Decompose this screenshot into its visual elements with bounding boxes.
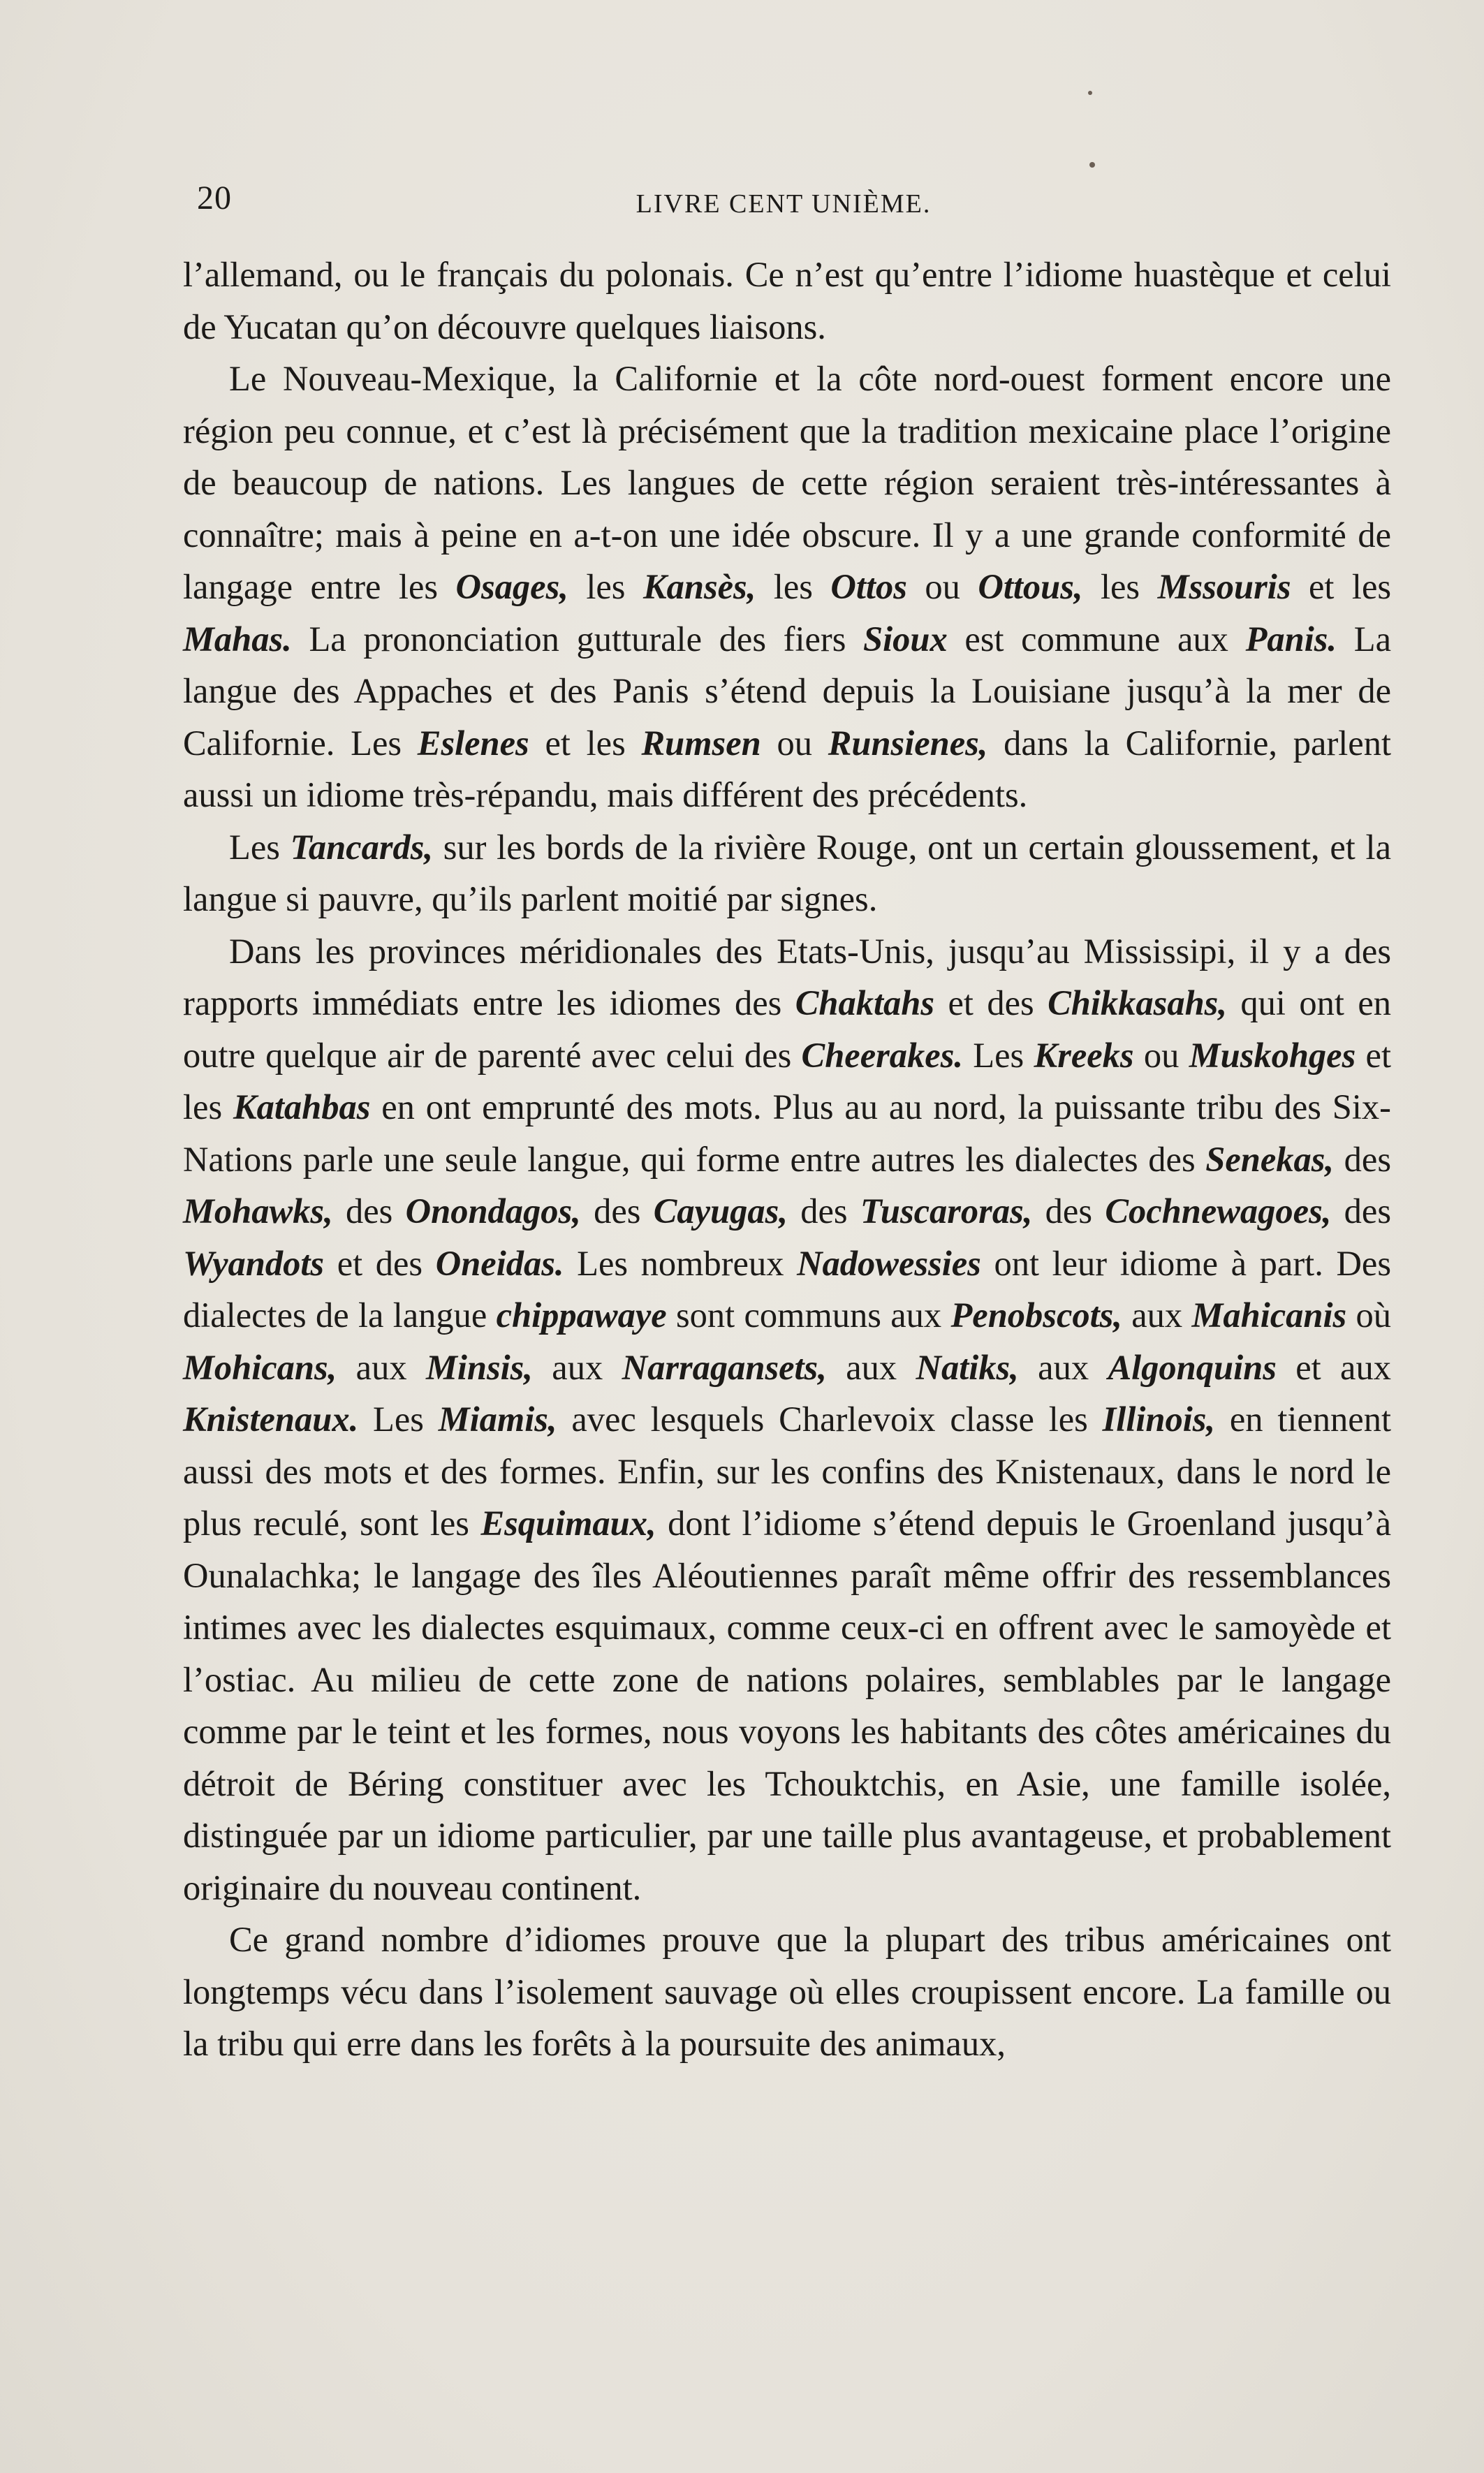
italic-name: Senekas, xyxy=(1205,1139,1335,1179)
italic-name: Osages, xyxy=(455,567,568,606)
italic-name: Penobscots, xyxy=(950,1296,1122,1335)
text-run: sont communs aux xyxy=(666,1296,951,1335)
text-run: aux xyxy=(1018,1347,1108,1387)
text-run: et les xyxy=(1291,567,1392,606)
page-number: 20 xyxy=(197,179,232,217)
text-run: des xyxy=(1334,1139,1391,1179)
text-run: Ce grand nombre d’idiomes prouve que la plupart des tribus américaines ont longtemps vécu dans l’isolement sauvage où elles croupissent encore. La famille ou la tribu qui erre dans les forêts à la poursuite des animaux, xyxy=(183,1920,1391,2063)
text-run: et des xyxy=(934,983,1048,1022)
text-run: les xyxy=(568,567,643,606)
text-run: les xyxy=(756,567,831,606)
text-run: et aux xyxy=(1276,1347,1391,1387)
text-run: où xyxy=(1346,1296,1392,1335)
paragraph xyxy=(183,353,1391,821)
italic-name: Cayugas, xyxy=(653,1191,788,1231)
italic-name: Mssouris xyxy=(1157,567,1291,606)
italic-name: Cheerakes. xyxy=(801,1035,963,1075)
italic-name: Nadowessies xyxy=(797,1243,981,1283)
italic-name: Onondagos, xyxy=(405,1191,581,1231)
italic-name: Rumsen xyxy=(641,723,761,763)
italic-name: Runsienes, xyxy=(828,723,988,763)
italic-name: Illinois, xyxy=(1102,1400,1216,1439)
italic-name: Mahicanis xyxy=(1191,1296,1347,1335)
italic-name: Kansès, xyxy=(642,567,756,606)
italic-name: Esquimaux, xyxy=(480,1504,656,1543)
italic-name: Muskohges xyxy=(1189,1035,1356,1075)
text-run: dont l’idiome s’étend depuis le Groenland jusqu’à Ounalachka; le langage des îles Aléoutiennes paraît même offrir des ressemblances intimes avec les dialectes esquimaux, comme ceux-ci en offrent avec le samoyède et l’ostiac. Au milieu de cette zone de nations polaires, semblables par le langage comme par le teint et les formes, nous voyons les habitants des côtes américaines du détroit de Béring constituer avec les Tchouktchis, en Asie, une famille isolée, distinguée par un idiome particulier, par une taille plus avantageuse, et probablement originaire du nouveau continent. xyxy=(183,1504,1391,1907)
ink-speck xyxy=(1089,162,1095,168)
text-run: avec lesquels Charlevoix classe les xyxy=(557,1400,1103,1439)
text-run: des xyxy=(787,1191,860,1231)
paragraph xyxy=(183,821,1391,925)
italic-name: Mohawks, xyxy=(183,1191,333,1231)
italic-name: Mahas. xyxy=(183,619,292,659)
italic-name: Mohicans, xyxy=(183,1347,337,1387)
ink-speck xyxy=(1088,91,1092,95)
text-run: La prononciation gutturale des fiers xyxy=(291,619,864,659)
italic-name: Oneidas. xyxy=(435,1243,564,1283)
page-header xyxy=(183,179,1384,221)
italic-name: chippawaye xyxy=(496,1296,667,1335)
text-run: et les xyxy=(529,723,642,763)
text-run: l’allemand, ou le français du polonais. Ce n’est qu’entre l’idiome huastèque et celui de Yucatan qu’on découvre quelques liaisons. xyxy=(183,255,1391,346)
text-run: ou xyxy=(1133,1035,1189,1075)
italic-name: Narragansets, xyxy=(622,1347,827,1387)
running-head: LIVRE CENT UNIÈME. xyxy=(636,189,932,219)
text-run: les xyxy=(1082,567,1158,606)
body-text xyxy=(183,249,1391,2070)
italic-name: Minsis, xyxy=(425,1347,533,1387)
italic-name: Tuscaroras, xyxy=(860,1191,1033,1231)
text-run: aux xyxy=(1122,1296,1192,1335)
italic-name: Chaktahs xyxy=(795,983,935,1022)
italic-name: Chikkasahs, xyxy=(1048,983,1227,1022)
text-run: Les nombreux xyxy=(564,1243,798,1283)
text-run: qui ont en outre quelque air de parenté avec celui des xyxy=(183,983,1391,1075)
italic-name: Natiks, xyxy=(916,1347,1019,1387)
paragraph xyxy=(183,249,1391,353)
text-run: ou xyxy=(906,567,978,606)
text-run: aux xyxy=(337,1347,426,1387)
text-run: et des xyxy=(324,1243,436,1283)
italic-name: Wyandots xyxy=(183,1243,325,1283)
text-run: en tiennent aussi des mots et des formes. Enfin, sur les confins des Knistenaux, dans le nord le plus reculé, sont les xyxy=(183,1400,1392,1543)
italic-name: Ottos xyxy=(830,567,907,606)
text-run: aux xyxy=(826,1347,916,1387)
text-run: en ont emprunté des mots. Plus au au nord, la puissante tribu des Six-Nations parle une seule langue, qui forme entre autres les dialectes des xyxy=(183,1087,1391,1179)
text-run: des xyxy=(332,1191,406,1231)
text-run: des xyxy=(1331,1191,1391,1231)
paragraph xyxy=(183,1914,1391,2070)
text-run: des xyxy=(580,1191,654,1231)
text-run: Les xyxy=(229,827,291,867)
paragraph xyxy=(183,925,1391,1914)
italic-name: Knistenaux. xyxy=(183,1400,359,1439)
italic-name: Panis. xyxy=(1245,619,1337,659)
italic-name: Sioux xyxy=(863,619,948,659)
text-run: Les xyxy=(962,1035,1034,1075)
text-run: La langue des Appaches et des Panis s’étend depuis la Louisiane jusqu’à la mer de Californie. Les xyxy=(183,619,1391,763)
italic-name: Kreeks xyxy=(1034,1035,1134,1075)
italic-name: Ottous, xyxy=(978,567,1083,606)
text-run: des xyxy=(1032,1191,1105,1231)
italic-name: Miamis, xyxy=(438,1400,557,1439)
italic-name: Katahbas xyxy=(233,1087,371,1127)
text-run: Le Nouveau-Mexique, la Californie et la côte nord-ouest forment encore une région peu connue, et c’est là précisément que la tradition mexicaine place l’origine de beaucoup de nations. Les langues de cette région seraient très-intéressantes à connaître; mais à peine en a-t-on une idée obscure. Il y a une grande conformité de langage entre les xyxy=(183,359,1391,606)
text-run: ont leur idiome à part. Des dialectes de la langue xyxy=(183,1243,1391,1335)
italic-name: Cochnewagoes, xyxy=(1105,1191,1332,1231)
text-run: ou xyxy=(761,723,828,763)
text-run: sur les bords de la rivière Rouge, ont un certain gloussement, et la langue si pauvre, qu’ils parlent moitié par signes. xyxy=(183,827,1391,918)
text-run: est commune aux xyxy=(947,619,1246,659)
text-run: Les xyxy=(358,1400,439,1439)
text-run: dans la Californie, parlent aussi un idiome très-répandu, mais différent des précédents. xyxy=(183,723,1392,814)
italic-name: Algonquins xyxy=(1108,1347,1277,1387)
text-run: aux xyxy=(532,1347,622,1387)
text-run: et les xyxy=(183,1035,1391,1127)
text-run: Dans les provinces méridionales des Etats-Unis, jusqu’au Mississipi, il y a des rapports immédiats entre les idiomes des xyxy=(183,931,1391,1022)
italic-name: Eslenes xyxy=(417,723,529,763)
italic-name: Tancards, xyxy=(290,827,434,867)
